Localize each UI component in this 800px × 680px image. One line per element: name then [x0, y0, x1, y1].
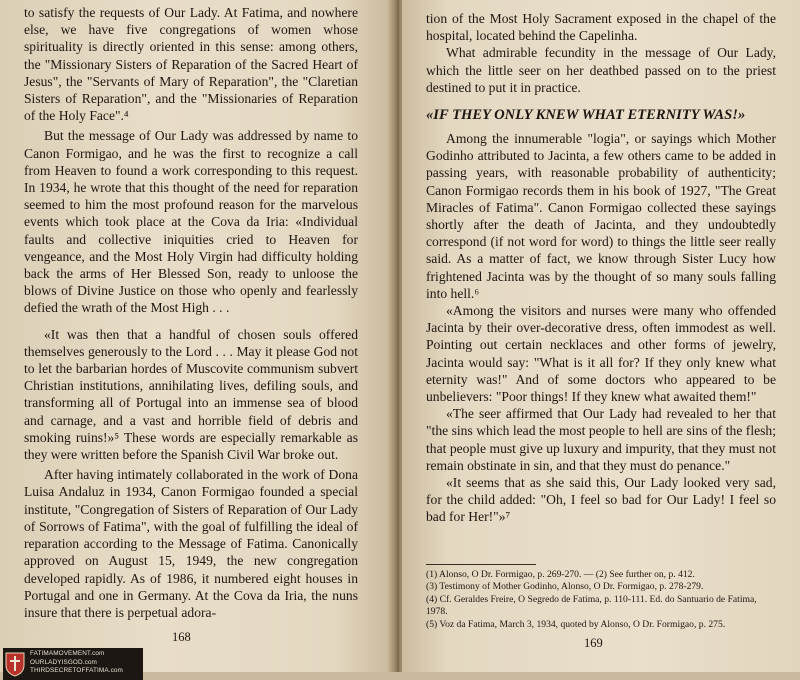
footnote: (3) Testimony of Mother Godinho, Alonso, O Dr. Formigao, p. 278-279.	[426, 581, 704, 593]
watermark-line: OURLADYISGOD.com	[30, 658, 97, 666]
footnotes	[426, 569, 776, 631]
footnote: (5) Voz da Fatima, March 3, 1934, quoted by Alonso, O Dr. Formigao, p. 275.	[426, 618, 726, 630]
paragraph: «The seer affirmed that Our Lady had revealed to her that "the sins which lead the most people to hell are sins of the flesh; that people must give up luxury and impurity, that they must not remain obstinate in sin, and that they must do penance."	[426, 406, 776, 473]
watermark-line: THIRDSECRETOFFATIMA.com	[30, 667, 123, 675]
paragraph: «It was then that a handful of chosen souls offered themselves generously to the Lord . . . May it please God not to let the barbarian hordes of Muscovite communism subvert Christian institutions, annihilating lives, defiling souls, and transforming all of Portugal into an immense sea of blood and carnage, and a vast and horrible field of debris and smoking ruins!»⁵ These words are especially remarkable as they were written before the Spanish Civil War broke out.	[24, 326, 358, 463]
crest-icon	[4, 651, 26, 677]
paragraph: «It seems that as she said this, Our Lady looked very sad, for the child added: "Oh, I feel so bad for Our Lady! I feel so bad for Her!"»⁷	[426, 475, 776, 525]
left-page-text	[24, 4, 358, 621]
watermark-line: FATIMAMOVEMENT.com	[30, 650, 105, 657]
footnote: (4) Cf. Geraldes Freire, O Segredo de Fatima, p. 110-111. Ed. do Santuario de Fatima, 1978.	[426, 593, 757, 618]
paragraph: But the message of Our Lady was addressed by name to Canon Formigao, and he was the first to recognize a call from Heaven to found a work corresponding to this request. In 1934, he wrote that this thought of the need for reparation seemed to him the most profound reason for the marvelous events which took place at the Cova da Iria: «Individual faults and collective iniquities cried to Heaven for vengeance, and the Most Holy Virgin had difficulty holding back the arms of Her Blessed Son, ready to unloose the blows of Divine Justice on those who openly and fearlessly defied the wrath of the Most High . . .	[24, 128, 358, 316]
paragraph: Among the innumerable "logia", or sayings which Mother Godinho attributed to Jacinta, a few others came to be added in passing years, with reasonable probability of authenticity; Canon Formigao records them in his book of 1927, "The Great Miracles of Fatima". Canon Formigao collected these sayings shortly after the death of Jacinta, and they undoubtedly correspond (if not word for word) to things the little seer really said. As a matter of fact, we know through Sister Lucy how frightened Jacinta was by the thought of so many souls falling into hell.⁶	[426, 131, 776, 301]
page-number-right: 169	[584, 636, 603, 650]
page-number-left: 168	[172, 630, 191, 644]
left-page	[0, 0, 394, 672]
section-heading: «IF THEY ONLY KNEW WHAT ETERNITY WAS!»	[426, 107, 746, 124]
right-page-text	[426, 10, 776, 526]
paragraph: After having intimately collaborated in the work of Dona Luisa Andaluz in 1934, Canon Formigao founded a special institute, "Congregation of Sisters of Reparation of Our Lady of Sorrows of Fatima", with the goal of fulfilling the ideal of reparation according to the Message of Fatima. Canonically approved on August 15, 1949, the new congregation developed rapidly. As of 1986, it numbered eight houses in Portugal and one in Germany. At the Cova da Iria, the nuns insure that there is perpetual adora-	[24, 467, 358, 620]
paragraph: «Among the visitors and nurses were many who offended Jacinta by their over-decorative dress, often immodest as well. Pointing out certain necklaces and other forms of jewelry, Jacinta would say: "What is it all for? If they only knew what eternity was!" And of some doctors who appeared to be unbelievers: "Poor things! If they knew what awaited them!"	[426, 303, 776, 405]
watermark-text	[30, 650, 150, 676]
paragraph: tion of the Most Holy Sacrament exposed in the chapel of the hospital, located behind the Capelinha.	[426, 11, 776, 44]
paragraph: to satisfy the requests of Our Lady. At Fatima, and nowhere else, we have five congregations of women whose spirituality is directly oriented in this sense: among others, the "Missionary Sisters of Reparation of the Sacred Heart of Jesus", the "Servants of Mary of Reparation", the "Claretian Sisters of Reparation", and the "Missionaries of Reparation of the Holy Face".⁴	[24, 5, 358, 124]
footnote: (1) Alonso, O Dr. Formigao, p. 269-270. — (2) See further on, p. 412.	[426, 569, 695, 580]
right-page	[402, 0, 800, 672]
footnote-rule	[426, 564, 536, 565]
paragraph: What admirable fecundity in the message of Our Lady, which the little seer on her deathbed passed on to the priest destined to put it in practice.	[426, 45, 776, 95]
